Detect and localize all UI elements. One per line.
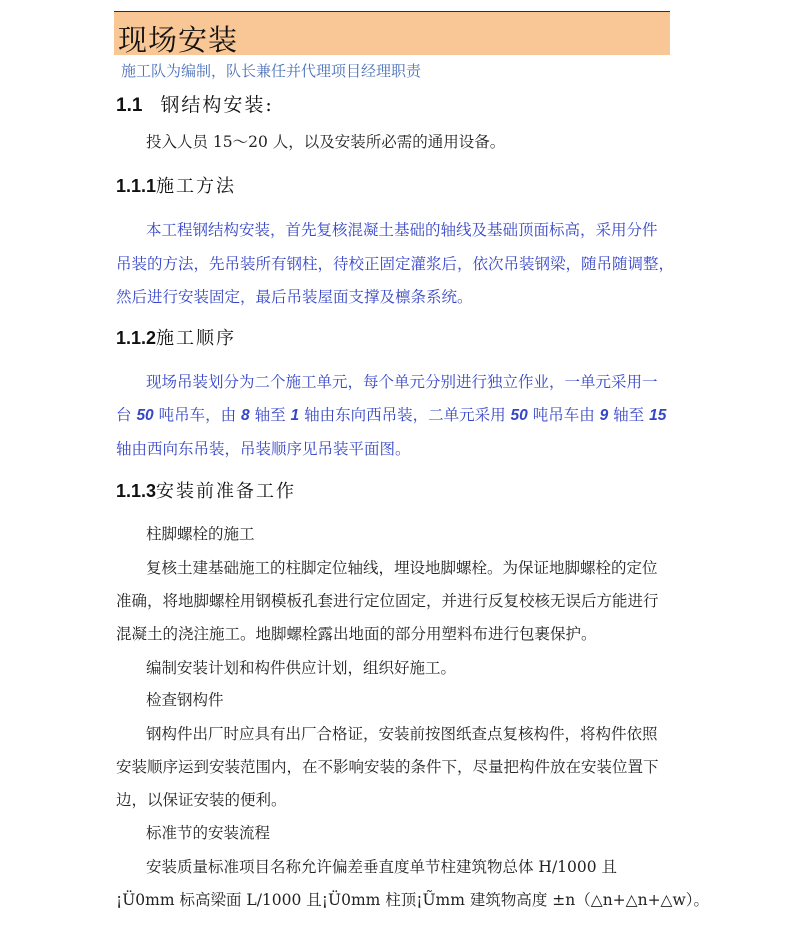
text-run: 轴由东向西吊装，二单元采用 — [299, 406, 511, 424]
paragraph-line: 现场吊装划分为二个施工单元，每个单元分别进行独立作业，一单元采用一 — [146, 373, 658, 391]
paragraph-line: 安装顺序运到安装范围内，在不影响安装的条件下，尽量把构件放在安装位置下 — [116, 758, 659, 776]
intro-text: 投入人员 15～20 人，以及安装所必需的通用设备。 — [146, 133, 506, 151]
title-bar — [114, 11, 670, 55]
text-run: 轴至 — [608, 406, 650, 424]
paragraph-line: 吊装的方法，先吊装所有钢柱，待校正固定灌浆后，依次吊装钢梁，随吊随调整， — [116, 255, 675, 273]
text-run: 轴至 — [249, 406, 291, 424]
subsection-number: 1.1.1 — [116, 176, 157, 196]
subsection-heading-1 — [116, 172, 236, 198]
number-run: 1 — [290, 407, 300, 424]
paragraph-line: 准确，将地脚螺栓用钢模板孔套进行定位固定，并进行反复校核无误后方能进行 — [116, 592, 659, 610]
text-run: 吨吊车，由 — [153, 406, 242, 424]
section-heading — [116, 90, 274, 117]
paragraph-line: 边，以保证安装的便利。 — [116, 791, 287, 809]
text-run: 台 — [116, 406, 137, 424]
subsection-heading-3 — [116, 477, 296, 503]
number-run: 50 — [510, 407, 528, 424]
subtitle: 施工队为编制，队长兼任并代理项目经理职责 — [121, 62, 422, 80]
paragraph-line-mixed — [116, 403, 666, 425]
paragraph-line: 本工程钢结构安装，首先复核混凝土基础的轴线及基础顶面标高，采用分件 — [146, 221, 658, 239]
subsection-number: 1.1.3 — [116, 481, 157, 501]
subsection-title: 施工方法 — [156, 176, 237, 197]
number-run: 9 — [599, 407, 609, 424]
item-heading: 检查钢构件 — [146, 691, 224, 709]
number-run: 50 — [136, 407, 154, 424]
item-heading: 柱脚螺栓的施工 — [146, 525, 255, 543]
section-number: 1.1 — [116, 95, 143, 116]
subsection-number: 1.1.2 — [116, 328, 157, 348]
subsection-title: 施工顺序 — [156, 328, 237, 349]
paragraph-line: 钢构件出厂时应具有出厂合格证，安装前按图纸查点复核构件，将构件依照 — [146, 725, 658, 743]
paragraph-line: 编制安装计划和构件供应计划，组织好施工。 — [146, 659, 457, 677]
subsection-title: 安装前准备工作 — [156, 481, 297, 502]
paragraph-line: 轴由西向东吊装，吊装顺序见吊装平面图。 — [116, 440, 411, 458]
paragraph-line: 混凝土的浇注施工。地脚螺栓露出地面的部分用塑料布进行包裹保护。 — [116, 625, 597, 643]
text-run: 吨吊车由 — [527, 406, 600, 424]
subsection-heading-2 — [116, 324, 236, 350]
paragraph-line: 然后进行安装固定，最后吊装屋面支撑及檩条系统。 — [116, 288, 473, 306]
item-heading: 标准节的安装流程 — [146, 824, 271, 842]
page-title: 现场安装 — [118, 23, 239, 57]
number-run: 15 — [649, 407, 667, 424]
paragraph-line: ¡Ü0mm 标高梁面 L/1000 且¡Ü0mm 柱顶¡Ũmm 建筑物高度 ±n（△n+△n+△w）。 — [116, 891, 709, 909]
number-run: 8 — [241, 407, 250, 424]
paragraph-line: 安装质量标准项目名称允许偏差垂直度单节柱建筑物总体 H/1000 且 — [146, 858, 618, 876]
section-title: 钢结构安装: — [160, 94, 274, 116]
paragraph-line: 复核土建基础施工的柱脚定位轴线，埋设地脚螺栓。为保证地脚螺栓的定位 — [146, 559, 658, 577]
